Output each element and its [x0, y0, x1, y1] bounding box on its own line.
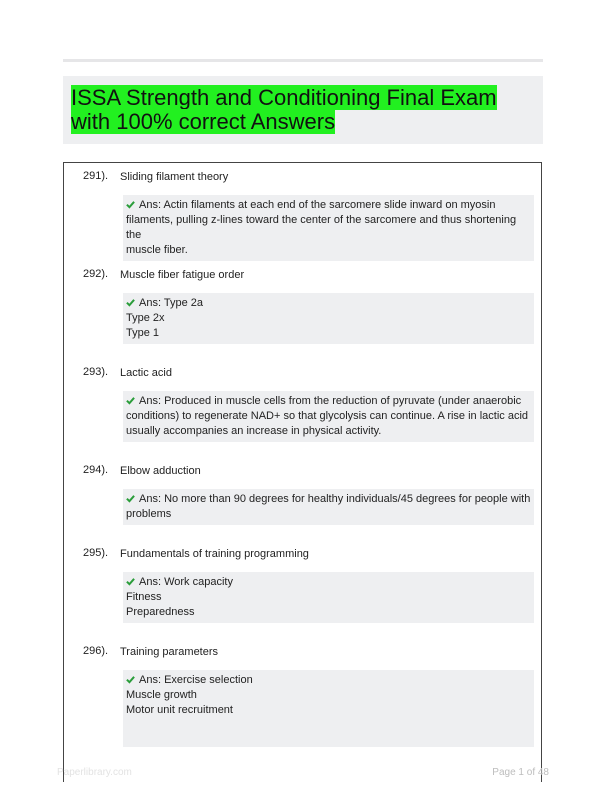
answer-line: Ans: Exercise selection: [126, 673, 531, 688]
question-text: Fundamentals of training programming: [120, 548, 309, 560]
question-number: 295).: [83, 547, 109, 559]
question-number: 293).: [83, 366, 109, 378]
question-text: Elbow adduction: [120, 465, 201, 477]
check-icon: [126, 200, 135, 209]
check-icon: [126, 494, 135, 503]
top-divider: [63, 59, 543, 62]
question-number: 291).: [83, 170, 109, 182]
document-title: ISSA Strength and Conditioning Final Exam with 100% correct Answers: [71, 85, 497, 134]
page-indicator: Page 1 of 48: [492, 767, 549, 778]
answer-box: [123, 670, 534, 747]
question-number: 294).: [83, 464, 109, 476]
answer-line: Ans: Type 2a: [126, 296, 531, 311]
footer-site-watermark: Paperlibrary.com: [57, 767, 132, 778]
check-icon: [126, 298, 135, 307]
check-icon: [126, 396, 135, 405]
answer-line: Motor unit recruitment: [126, 704, 233, 716]
question-number: 292).: [83, 268, 109, 280]
answer-line: Muscle growth: [126, 689, 197, 701]
question-text: Training parameters: [120, 646, 219, 658]
answer-line: muscle fiber.: [126, 244, 188, 256]
answer-box: [123, 293, 534, 344]
answer-line: Ans: Produced in muscle cells from the reduction of pyruvate (under anaerobic: [126, 394, 531, 409]
answer-box: [123, 489, 534, 525]
title-banner: [63, 76, 543, 144]
answer-line: Ans: Work capacity: [126, 575, 531, 590]
answer-box: [123, 391, 534, 442]
answer-line: problems: [126, 508, 172, 520]
answer-line: Type 2x: [126, 312, 165, 324]
answer-line: filaments, pulling z-lines toward the center of the sarcomere and thus shortening the: [126, 214, 520, 241]
question-number: 296).: [83, 645, 109, 657]
answer-line: Fitness: [126, 591, 162, 603]
answer-line: usually accompanies an increase in physical activity.: [126, 425, 382, 437]
answer-box: [123, 195, 534, 261]
answer-line: conditions) to regenerate NAD+ so that glycolysis can continue. A rise in lactic acid: [126, 410, 529, 422]
question-text: Sliding filament theory: [120, 171, 229, 183]
qa-list: [63, 162, 542, 782]
question-text: Lactic acid: [120, 367, 172, 379]
answer-line: Ans: No more than 90 degrees for healthy individuals/45 degrees for people with: [126, 492, 531, 507]
check-icon: [126, 577, 135, 586]
answer-line: Type 1: [126, 327, 160, 339]
question-text: Muscle fiber fatigue order: [120, 269, 245, 281]
answer-line: Preparedness: [126, 606, 195, 618]
answer-line: Ans: Actin filaments at each end of the sarcomere slide inward on myosin: [126, 198, 531, 213]
answer-box: [123, 572, 534, 623]
check-icon: [126, 675, 135, 684]
